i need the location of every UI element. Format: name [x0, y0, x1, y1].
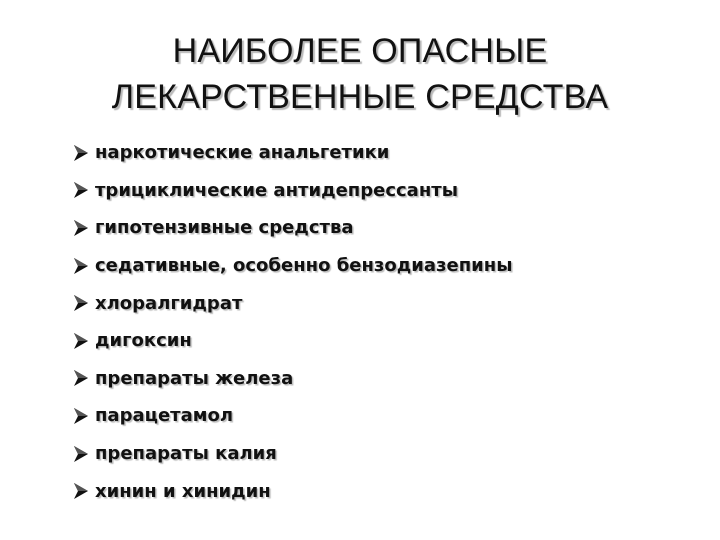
title-line-1: НАИБОЛЕЕ ОПАСНЫЕ [172, 32, 548, 70]
list-item [72, 322, 512, 360]
list-item [72, 360, 512, 398]
list-item [72, 172, 512, 210]
list-item-label: препараты калия [95, 443, 277, 465]
list-item [72, 397, 512, 435]
list-item-label: наркотические анальгетики [95, 142, 390, 164]
drug-list [72, 134, 512, 510]
list-item-label: трициклические антидепрессанты [95, 179, 458, 201]
arrowhead-bullet-icon [72, 407, 90, 425]
arrowhead-bullet-icon [72, 294, 90, 312]
slide-title [60, 28, 660, 120]
list-item [72, 247, 512, 285]
arrowhead-bullet-icon [72, 445, 90, 463]
list-item [72, 435, 512, 473]
list-item-label: гипотензивные средства [95, 217, 354, 239]
arrowhead-bullet-icon [72, 332, 90, 350]
list-item [72, 209, 512, 247]
list-item [72, 472, 512, 510]
list-item-label: хлоралгидрат [95, 292, 243, 314]
list-item-label: парацетамол [95, 405, 234, 427]
list-item-label: хинин и хинидин [95, 480, 271, 502]
arrowhead-bullet-icon [72, 144, 90, 162]
arrowhead-bullet-icon [72, 181, 90, 199]
arrowhead-bullet-icon [72, 257, 90, 275]
list-item-label: препараты железа [95, 367, 294, 389]
list-item [72, 134, 512, 172]
arrowhead-bullet-icon [72, 482, 90, 500]
arrowhead-bullet-icon [72, 219, 90, 237]
list-item-label: дигоксин [95, 330, 192, 352]
arrowhead-bullet-icon [72, 369, 90, 387]
title-line-2: ЛЕКАРСТВЕННЫЕ СРЕДСТВА [111, 78, 609, 116]
list-item-label: седативные, особенно бензодиазепины [95, 255, 513, 277]
list-item [72, 284, 512, 322]
